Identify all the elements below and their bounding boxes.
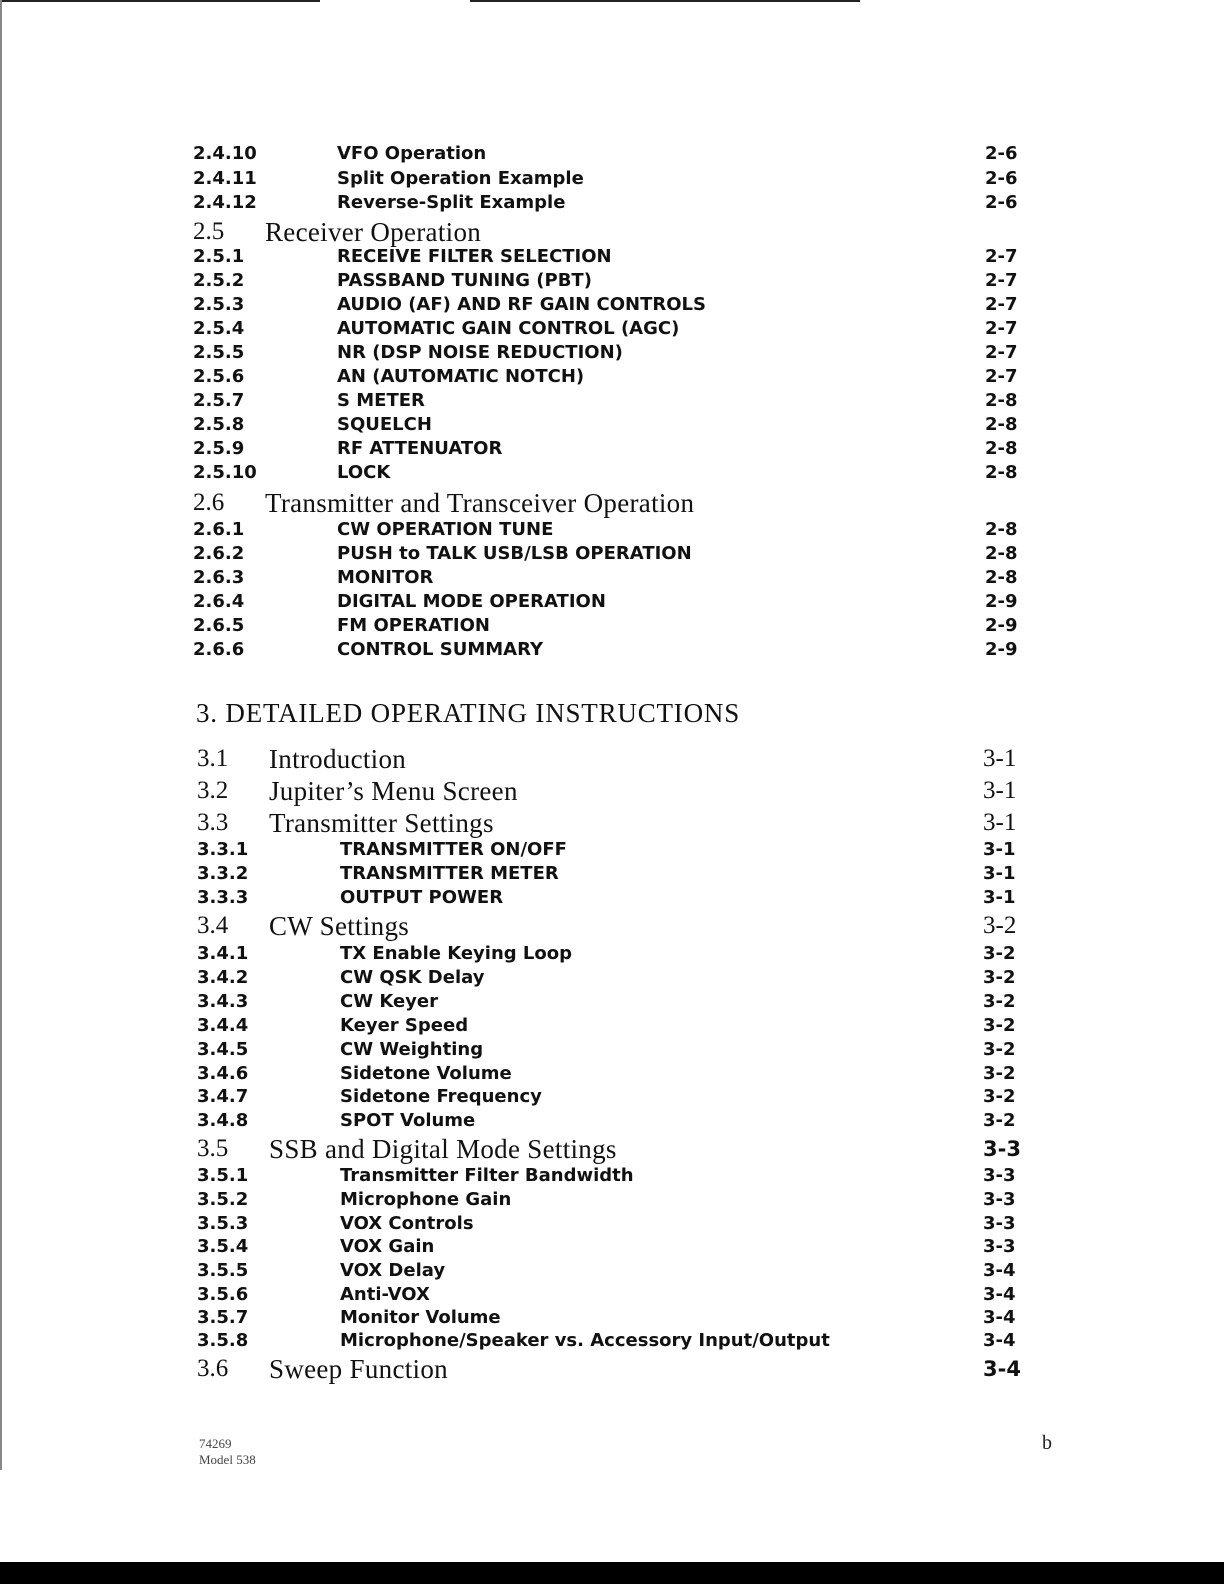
footer-doc-info	[199, 1436, 256, 1468]
scan-edge-top	[0, 0, 320, 2]
toc-title: TRANSMITTER ON/OFF	[340, 839, 567, 860]
toc-page: 3-1	[983, 887, 1016, 908]
toc-number: 3.4.1	[197, 943, 249, 964]
toc-number: 3.4.2	[197, 967, 249, 988]
toc-number: 3.4.6	[197, 1063, 249, 1084]
toc-title: PASSBAND TUNING (PBT)	[337, 270, 592, 291]
toc-entry[interactable]	[0, 1038, 1224, 1062]
chapter-title[interactable]: 3. DETAILED OPERATING INSTRUCTIONS	[196, 698, 741, 728]
toc-entry[interactable]	[0, 1164, 1224, 1188]
toc-number: 2.5.10	[193, 462, 257, 483]
toc-title: DIGITAL MODE OPERATION	[337, 591, 606, 612]
toc-entry[interactable]	[0, 1259, 1224, 1283]
toc-entry[interactable]	[0, 1235, 1224, 1259]
toc-number: 3.5.8	[197, 1330, 249, 1351]
toc-entry[interactable]	[0, 389, 1224, 413]
toc-page: 3-2	[983, 1063, 1016, 1084]
toc-number: 3.4	[197, 912, 229, 939]
toc-number: 3.5.7	[197, 1307, 249, 1328]
toc-number: 2.6.5	[193, 615, 245, 636]
toc-entry[interactable]	[0, 1212, 1224, 1236]
toc-number: 2.5.3	[193, 294, 245, 315]
toc-entry[interactable]	[0, 413, 1224, 437]
toc-title: VOX Controls	[340, 1213, 474, 1234]
toc-number: 2.5.5	[193, 342, 245, 363]
toc-number: 2.5.2	[193, 270, 245, 291]
toc-entry[interactable]	[0, 1085, 1224, 1109]
toc-title: Sweep Function	[269, 1354, 448, 1384]
toc-page: 3-4	[983, 1260, 1016, 1281]
toc-page: 3-2	[983, 1086, 1016, 1107]
toc-entry[interactable]	[0, 990, 1224, 1014]
toc-page: 2-7	[985, 270, 1018, 291]
toc-entry[interactable]	[0, 542, 1224, 566]
toc-section-heading[interactable]	[0, 807, 1224, 839]
toc-number: 2.6.4	[193, 591, 245, 612]
toc-entry[interactable]	[0, 590, 1224, 614]
toc-number: 3.2	[197, 777, 229, 804]
toc-entry[interactable]	[0, 614, 1224, 638]
toc-entry[interactable]	[0, 365, 1224, 389]
toc-title: TRANSMITTER METER	[340, 863, 559, 884]
toc-page: 2-8	[985, 390, 1018, 411]
toc-number: 3.5.1	[197, 1165, 249, 1186]
toc-page: 2-7	[985, 318, 1018, 339]
toc-page: 2-8	[985, 543, 1018, 564]
toc-number: 2.4.10	[193, 143, 257, 164]
toc-section-heading[interactable]	[0, 487, 1224, 519]
toc-title: LOCK	[337, 462, 391, 483]
toc-number: 3.3	[197, 809, 229, 836]
toc-number: 3.4.8	[197, 1110, 249, 1131]
toc-title: MONITOR	[337, 567, 434, 588]
toc-title: CW Weighting	[340, 1039, 484, 1060]
toc-page: 3-2	[983, 967, 1016, 988]
toc-title: Jupiter’s Menu Screen	[269, 776, 518, 806]
toc-title: PUSH to TALK USB/LSB OPERATION	[337, 543, 692, 564]
toc-number: 2.6	[193, 489, 225, 516]
toc-title: CW Keyer	[340, 991, 438, 1012]
toc-page: 3-2	[983, 1110, 1016, 1131]
toc-title: SPOT Volume	[340, 1110, 476, 1131]
toc-page: 3-4	[983, 1357, 1021, 1381]
toc-number: 2.5.4	[193, 318, 245, 339]
toc-title: NR (DSP NOISE REDUCTION)	[337, 342, 623, 363]
toc-entry[interactable]	[0, 191, 1224, 215]
toc-entry[interactable]	[0, 341, 1224, 365]
scan-edge-bottom	[0, 1562, 1224, 1584]
toc-title: FM OPERATION	[337, 615, 490, 636]
toc-entry[interactable]	[0, 838, 1224, 862]
toc-number: 3.5.6	[197, 1284, 249, 1305]
toc-title: RECEIVE FILTER SELECTION	[337, 246, 612, 267]
toc-page: 3-2	[983, 1039, 1016, 1060]
toc-number: 2.6.6	[193, 639, 245, 660]
toc-entry[interactable]	[0, 437, 1224, 461]
toc-entry[interactable]	[0, 317, 1224, 341]
toc-page: 3-1	[983, 863, 1016, 884]
toc-number: 3.4.4	[197, 1015, 249, 1036]
toc-title: Transmitter Settings	[269, 808, 494, 838]
toc-number: 3.5	[197, 1135, 229, 1162]
toc-number: 3.5.3	[197, 1213, 249, 1234]
toc-title: AUDIO (AF) AND RF GAIN CONTROLS	[337, 294, 706, 315]
toc-page: 3-3	[983, 1137, 1021, 1161]
toc-title: Introduction	[269, 744, 407, 774]
toc-entry[interactable]	[0, 886, 1224, 910]
toc-number: 2.6.2	[193, 543, 245, 564]
toc-page: 2-7	[985, 366, 1018, 387]
toc-page: 2-8	[985, 414, 1018, 435]
toc-page: 3-2	[983, 991, 1016, 1012]
toc-page: 2-9	[985, 615, 1018, 636]
toc-title: VFO Operation	[337, 143, 487, 164]
toc-number: 2.5.9	[193, 438, 245, 459]
toc-page: 2-8	[985, 567, 1018, 588]
toc-title: VOX Delay	[340, 1260, 446, 1281]
toc-number: 3.3.2	[197, 863, 249, 884]
toc-title: CW QSK Delay	[340, 967, 485, 988]
toc-section-heading[interactable]	[0, 1353, 1224, 1385]
toc-page: 2-6	[985, 168, 1018, 189]
toc-entry[interactable]	[0, 461, 1224, 485]
toc-entry[interactable]	[0, 1109, 1224, 1133]
toc-title: Microphone Gain	[340, 1189, 512, 1210]
toc-number: 2.5.7	[193, 390, 245, 411]
toc-number: 3.1	[197, 745, 229, 772]
toc-entry[interactable]	[0, 293, 1224, 317]
toc-page: 2-8	[985, 462, 1018, 483]
toc-title: Split Operation Example	[337, 168, 584, 189]
toc-entry[interactable]	[0, 1283, 1224, 1307]
toc-title: CW OPERATION TUNE	[337, 519, 554, 540]
toc-title: RF ATTENUATOR	[337, 438, 503, 459]
toc-title: Keyer Speed	[340, 1015, 469, 1036]
toc-title: Sidetone Frequency	[340, 1086, 542, 1107]
toc-page: 3-3	[983, 1165, 1016, 1186]
toc-entry[interactable]	[0, 1014, 1224, 1038]
toc-section-heading[interactable]	[0, 910, 1224, 942]
page-number: b	[1042, 1432, 1052, 1454]
toc-number: 3.4.3	[197, 991, 249, 1012]
toc-title: CW Settings	[269, 911, 410, 941]
toc-page: 3-4	[983, 1330, 1016, 1351]
toc-number: 3.3.3	[197, 887, 249, 908]
toc-page: 3-2	[983, 943, 1016, 964]
toc-title: TX Enable Keying Loop	[340, 943, 573, 964]
toc-title: Transmitter Filter Bandwidth	[340, 1165, 634, 1186]
toc-page: 3-1	[983, 777, 1017, 804]
toc-title: Microphone/Speaker vs. Accessory Input/Output	[340, 1330, 830, 1351]
toc-title: Transmitter and Transceiver Operation	[265, 488, 695, 518]
toc-section-heading[interactable]	[0, 1133, 1224, 1165]
toc-section-heading[interactable]	[0, 743, 1224, 775]
toc-number: 2.4.11	[193, 168, 257, 189]
toc-title: VOX Gain	[340, 1236, 435, 1257]
toc-title: Reverse-Split Example	[337, 192, 566, 213]
toc-page: 2-8	[985, 519, 1018, 540]
toc-page: 2-6	[985, 143, 1018, 164]
toc-number: 3.4.7	[197, 1086, 249, 1107]
toc-page: 3-2	[983, 912, 1017, 939]
model-number: Model 538	[199, 1452, 256, 1467]
scan-edge-top	[470, 0, 860, 2]
toc-section-heading[interactable]	[0, 216, 1224, 248]
toc-title: AUTOMATIC GAIN CONTROL (AGC)	[337, 318, 680, 339]
toc-title: Sidetone Volume	[340, 1063, 512, 1084]
toc-entry[interactable]	[0, 1329, 1224, 1353]
toc-page: 3-3	[983, 1236, 1016, 1257]
toc-entry[interactable]	[0, 862, 1224, 886]
toc-page: 2-8	[985, 438, 1018, 459]
toc-entry[interactable]	[0, 638, 1224, 662]
toc-number: 3.6	[197, 1355, 229, 1382]
toc-number: 2.5	[193, 218, 225, 245]
toc-entry[interactable]	[0, 142, 1224, 166]
toc-page: 2-7	[985, 294, 1018, 315]
toc-number: 2.5.1	[193, 246, 245, 267]
toc-number: 3.5.5	[197, 1260, 249, 1281]
toc-number: 3.5.4	[197, 1236, 249, 1257]
toc-title: Receiver Operation	[265, 217, 482, 247]
toc-entry[interactable]	[0, 942, 1224, 966]
toc-page: 2-9	[985, 639, 1018, 660]
toc-number: 2.6.1	[193, 519, 245, 540]
toc-section-heading[interactable]	[0, 775, 1224, 807]
toc-number: 3.4.5	[197, 1039, 249, 1060]
toc-page: 3-1	[983, 839, 1016, 860]
toc-number: 2.5.8	[193, 414, 245, 435]
toc-entry[interactable]	[0, 518, 1224, 542]
toc-title: SQUELCH	[337, 414, 432, 435]
toc-page: 3-4	[983, 1307, 1016, 1328]
toc-title: S METER	[337, 390, 425, 411]
toc-number: 2.6.3	[193, 567, 245, 588]
toc-entry[interactable]	[0, 269, 1224, 293]
toc-number: 3.3.1	[197, 839, 249, 860]
toc-page: 3-3	[983, 1213, 1016, 1234]
toc-title: SSB and Digital Mode Settings	[269, 1134, 617, 1164]
toc-number: 2.5.6	[193, 366, 245, 387]
toc-page: 2-7	[985, 342, 1018, 363]
toc-number: 3.5.2	[197, 1189, 249, 1210]
toc-entry[interactable]	[0, 245, 1224, 269]
toc-title: CONTROL SUMMARY	[337, 639, 543, 660]
toc-entry[interactable]	[0, 167, 1224, 191]
toc-title: AN (AUTOMATIC NOTCH)	[337, 366, 585, 387]
toc-title: Anti-VOX	[340, 1284, 430, 1305]
toc-page: 3-2	[983, 1015, 1016, 1036]
toc-entry[interactable]	[0, 566, 1224, 590]
toc-entry[interactable]	[0, 1188, 1224, 1212]
toc-title: Monitor Volume	[340, 1307, 501, 1328]
toc-page: 3-4	[983, 1284, 1016, 1305]
toc-entry[interactable]	[0, 966, 1224, 990]
toc-page: 3-3	[983, 1189, 1016, 1210]
doc-number: 74269	[199, 1436, 232, 1451]
toc-page: 2-7	[985, 246, 1018, 267]
toc-entry[interactable]	[0, 1306, 1224, 1330]
toc-number: 2.4.12	[193, 192, 257, 213]
toc-entry[interactable]	[0, 1062, 1224, 1086]
toc-page: 2-6	[985, 192, 1018, 213]
toc-page: 2-9	[985, 591, 1018, 612]
toc-page: 3-1	[983, 809, 1017, 836]
toc-page: 3-1	[983, 745, 1017, 772]
toc-title: OUTPUT POWER	[340, 887, 504, 908]
